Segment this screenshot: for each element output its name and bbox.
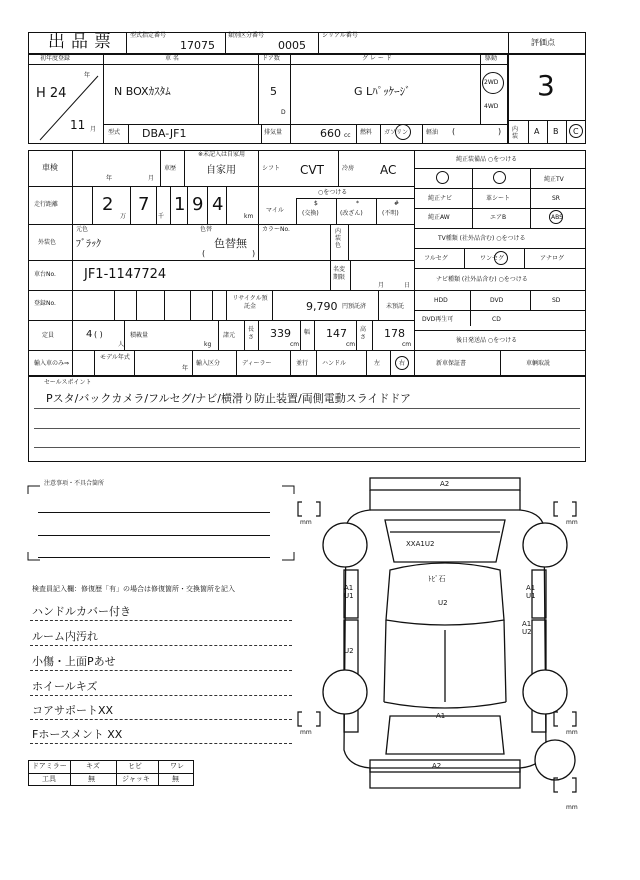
handle-right-circle <box>395 356 409 370</box>
length-unit: cm <box>290 341 300 348</box>
circle-note: ○をつける <box>318 189 348 196</box>
orig-color: ﾌﾞﾗｯｸ <box>76 239 101 250</box>
load-label: 積載量 <box>130 332 149 339</box>
color-label: 外装色 <box>38 239 57 246</box>
chassis-label: 車台No. <box>34 271 56 278</box>
handle-left: 左 <box>374 360 381 367</box>
unknown-sym: # <box>394 200 400 207</box>
equip-sr: SR <box>552 195 560 202</box>
diag-mm-2: mm <box>566 519 578 526</box>
legend-jack: ジャッキ <box>122 775 150 783</box>
capacity-paren: ( ) <box>94 330 103 339</box>
note-item-4: ホイールキズ <box>32 680 98 693</box>
orig-color-label: 元色 <box>76 226 89 233</box>
diag-tailgate: A1 <box>436 712 446 720</box>
drive-2wd: 2WD <box>484 79 499 86</box>
equip-navi: 純正ナビ <box>428 195 453 202</box>
history-label: 車歴 <box>164 165 177 172</box>
interior-c: C <box>573 127 579 136</box>
height-value: 178 <box>384 327 405 340</box>
handle-right: 右 <box>399 360 406 367</box>
diag-right-rear-door: A1 U2 <box>522 620 532 636</box>
fuel-other-close: ) <box>498 127 502 136</box>
equip-airbag: エアB <box>490 214 507 221</box>
width-unit: cm <box>346 341 356 348</box>
equip-abs: ABS <box>551 214 563 221</box>
import-label: 輸入車のみ⇒ <box>34 360 70 367</box>
drive-4wd: 4WD <box>484 103 499 110</box>
post-label: 後日発送品 ○をつける <box>456 337 518 344</box>
tv-analog: アナログ <box>540 255 565 262</box>
diag-mm-4: mm <box>566 729 578 736</box>
equip-aw: 純正AW <box>428 214 450 221</box>
disp-label: 排気量 <box>264 129 283 136</box>
serial-label: シリアル番号 <box>322 32 358 39</box>
length-label: 長さ <box>248 326 255 341</box>
post-manual: 車輌取説 <box>526 360 551 367</box>
fuel-light: 軽油 <box>426 129 439 136</box>
doors-sub: D <box>281 109 286 116</box>
equip-abs-circle <box>549 210 563 224</box>
first-reg-month: 11 <box>70 118 86 132</box>
width-label: 幅 <box>304 329 311 336</box>
repaint-paren-close: ) <box>252 249 256 258</box>
mileage-sen: 千 <box>158 213 165 220</box>
notes-label: 注意事項・不具合箇所 <box>44 480 105 487</box>
int-color-label: 内装色 <box>335 228 342 249</box>
height-unit: cm <box>402 341 412 348</box>
model-label: 型式 <box>108 129 121 136</box>
legend-tools-val: 無 <box>88 775 95 783</box>
name-exp-month: 月 <box>378 282 385 289</box>
sales-box <box>28 376 586 462</box>
note-item-6: Fホースメント XX <box>32 728 123 741</box>
disp-unit: cc <box>344 132 351 139</box>
interior-c-circle <box>569 124 583 138</box>
diag-left-rear: U2 <box>344 647 354 655</box>
legend-jack-val: 無 <box>172 775 179 783</box>
ac-label: 冷房 <box>342 165 355 172</box>
sales-text: Pスタ/バックカメラ/フルセグ/ナビ/横滑り防止装置/両側電動スライドドア <box>46 392 412 405</box>
shift-label: シフト <box>262 165 281 172</box>
tv-oneseg: ワンセグ <box>480 255 505 262</box>
type-num-label: 型式指定番号 <box>130 32 167 39</box>
inspection-year: 年 <box>106 175 113 182</box>
model-value: DBA-JF1 <box>142 127 187 140</box>
diag-front-bumper: A2 <box>440 480 450 488</box>
mileage-km: km <box>244 213 254 220</box>
drive-label: 駆動 <box>485 55 498 62</box>
handle-label: ハンドル <box>322 360 347 367</box>
import-dealer: ディーラー <box>242 360 272 367</box>
recycle-label: リサイクル預託金 <box>232 295 268 310</box>
fuel-other-open: ( <box>452 127 456 136</box>
type-num-value: 17075 <box>180 39 215 52</box>
mile-label: マイル <box>266 207 284 214</box>
reg-label: 登録No. <box>34 300 56 307</box>
swap-sym: $ <box>314 200 318 207</box>
import-parallel: 並行 <box>296 360 309 367</box>
repaint-value: 色替無 <box>214 237 247 250</box>
note-item-1: ハンドルカバー付き <box>32 605 131 618</box>
fuel-gas-circle <box>395 124 411 140</box>
model-year-label: モデル年式 <box>100 354 130 361</box>
navi-sd: SD <box>552 297 561 304</box>
equip-icon-2 <box>493 171 506 184</box>
width-value: 147 <box>326 327 347 340</box>
model-year-suf: 年 <box>182 365 189 372</box>
repaint-label: 色替 <box>200 226 213 233</box>
repaint-paren-open: ( <box>202 249 206 258</box>
legend-scratch: キズ <box>86 762 100 770</box>
navi-cd: CD <box>492 316 501 323</box>
diag-hood: XXA1U2 <box>406 540 435 548</box>
capacity-label: 定員 <box>42 332 55 339</box>
first-reg-label: 初年度登録 <box>40 55 71 62</box>
grade-value: G Lﾊﾟｯｹｰｼﾞ <box>354 85 411 98</box>
navi-hdd: HDD <box>434 297 448 304</box>
name-exp-label: 名変期限 <box>333 266 346 281</box>
legend-mirror: ドアミラー <box>32 762 67 770</box>
length-value: 339 <box>270 327 291 340</box>
mileage-digit-1: 2 <box>102 194 114 215</box>
diag-mm-3: mm <box>300 729 312 736</box>
inspection-month: 月 <box>148 175 155 182</box>
car-name: N BOXｶｽﾀﾑ <box>114 85 171 98</box>
tv-label: TV種類 (社外品含む) ○をつける <box>438 235 526 242</box>
recycle-done: 円預託済 <box>342 303 367 310</box>
disp-value: 660 <box>320 127 341 140</box>
height-label: 高さ <box>360 326 367 341</box>
note-item-3: 小傷・上面Pあせ <box>32 655 116 668</box>
diag-roof: U2 <box>438 599 448 607</box>
cat-num-label: 類別区分番号 <box>228 32 265 39</box>
mileage-digit-2: 7 <box>138 194 150 215</box>
history-note: ※未記入は自家用 <box>198 151 246 158</box>
ac-value: AC <box>380 163 397 177</box>
recycle-amount: 9,790 <box>306 300 338 313</box>
grade-label: グ レ ー ド <box>362 55 392 62</box>
fuel-gas: ガソリン <box>384 129 409 136</box>
cat-num-value: 0005 <box>278 39 306 52</box>
load-unit: kg <box>204 341 212 348</box>
diag-rear-bumper: A2 <box>432 762 442 770</box>
tv-oneseg-circle <box>494 251 508 265</box>
mileage-digit-5: 4 <box>212 194 224 215</box>
swap-label: (交換) <box>302 210 319 217</box>
legend-break: ワレ <box>170 762 184 770</box>
mileage-man: 万 <box>120 213 127 220</box>
month-unit: 月 <box>90 126 97 133</box>
first-reg-year: H 24 <box>36 86 67 101</box>
mileage-digit-3: 1 <box>174 194 186 215</box>
shift-value: CVT <box>300 163 324 177</box>
unknown-label: (不明) <box>382 210 399 217</box>
chassis-value: JF1-1147724 <box>84 267 167 282</box>
diag-stone: ﾄﾋﾞ石 <box>428 575 446 583</box>
car-name-label: 車 名 <box>165 55 179 62</box>
tamper-label: (改ざん) <box>340 210 363 217</box>
mileage-digit-4: 9 <box>192 194 204 215</box>
recycle-not: 未預託 <box>386 303 405 310</box>
form-title: 出品票 <box>48 32 117 52</box>
navi-label: ナビ種類 (社外品含む) ○をつける <box>436 276 528 283</box>
import-cat-label: 輸入区分 <box>196 360 221 367</box>
interior-b: B <box>553 127 559 136</box>
mileage-label: 走行距離 <box>34 201 59 208</box>
note-item-5: コアサポートXX <box>32 704 114 717</box>
eval-label: 評価点 <box>531 38 555 47</box>
history-value: 自家用 <box>206 165 236 176</box>
year-unit: 年 <box>84 72 91 79</box>
tv-fullseg: フルセグ <box>424 255 448 262</box>
post-warranty: 新車保証書 <box>436 360 467 367</box>
note-item-2: ルーム内汚れ <box>32 630 98 643</box>
diag-mm-5: mm <box>566 804 578 811</box>
capacity-unit: 人 <box>118 341 125 348</box>
name-exp-day: 日 <box>404 282 411 289</box>
navi-dvd-play: DVD再生可 <box>422 316 454 323</box>
notes-bracket <box>26 484 296 564</box>
tamper-sym: * <box>356 200 359 207</box>
equip-std-label: 純正装備品 ○をつける <box>456 156 518 163</box>
sales-label: セールスポイント <box>44 379 92 386</box>
doors-value: 5 <box>270 85 277 98</box>
equip-icon-1 <box>436 171 449 184</box>
capacity-value: 4 <box>86 329 93 340</box>
equip-std-tv: 純正TV <box>544 176 564 183</box>
doors-label: ドア数 <box>262 55 280 62</box>
navi-dvd: DVD <box>490 297 504 304</box>
diag-mm-1: mm <box>300 519 312 526</box>
eval-score: 3 <box>537 69 555 102</box>
equip-leather: 革シート <box>486 195 511 202</box>
inspection-label: 車検 <box>42 163 58 172</box>
interior-a: A <box>534 127 540 136</box>
inspector-note: 検査員記入欄：修復歴「有」の場合は修復箇所・交換箇所を記入 <box>32 585 235 593</box>
dims-label: 諸元 <box>223 332 236 339</box>
legend-tools: 工具 <box>42 775 56 783</box>
fuel-label: 燃料 <box>360 129 373 136</box>
diag-left-front-door: A1 U1 <box>344 584 354 600</box>
color-no-label: カラーNo. <box>262 226 290 233</box>
interior-label: 内装 <box>512 126 519 140</box>
diag-right-front-door: A1 U1 <box>526 584 536 600</box>
legend-crack: ヒビ <box>128 762 142 770</box>
